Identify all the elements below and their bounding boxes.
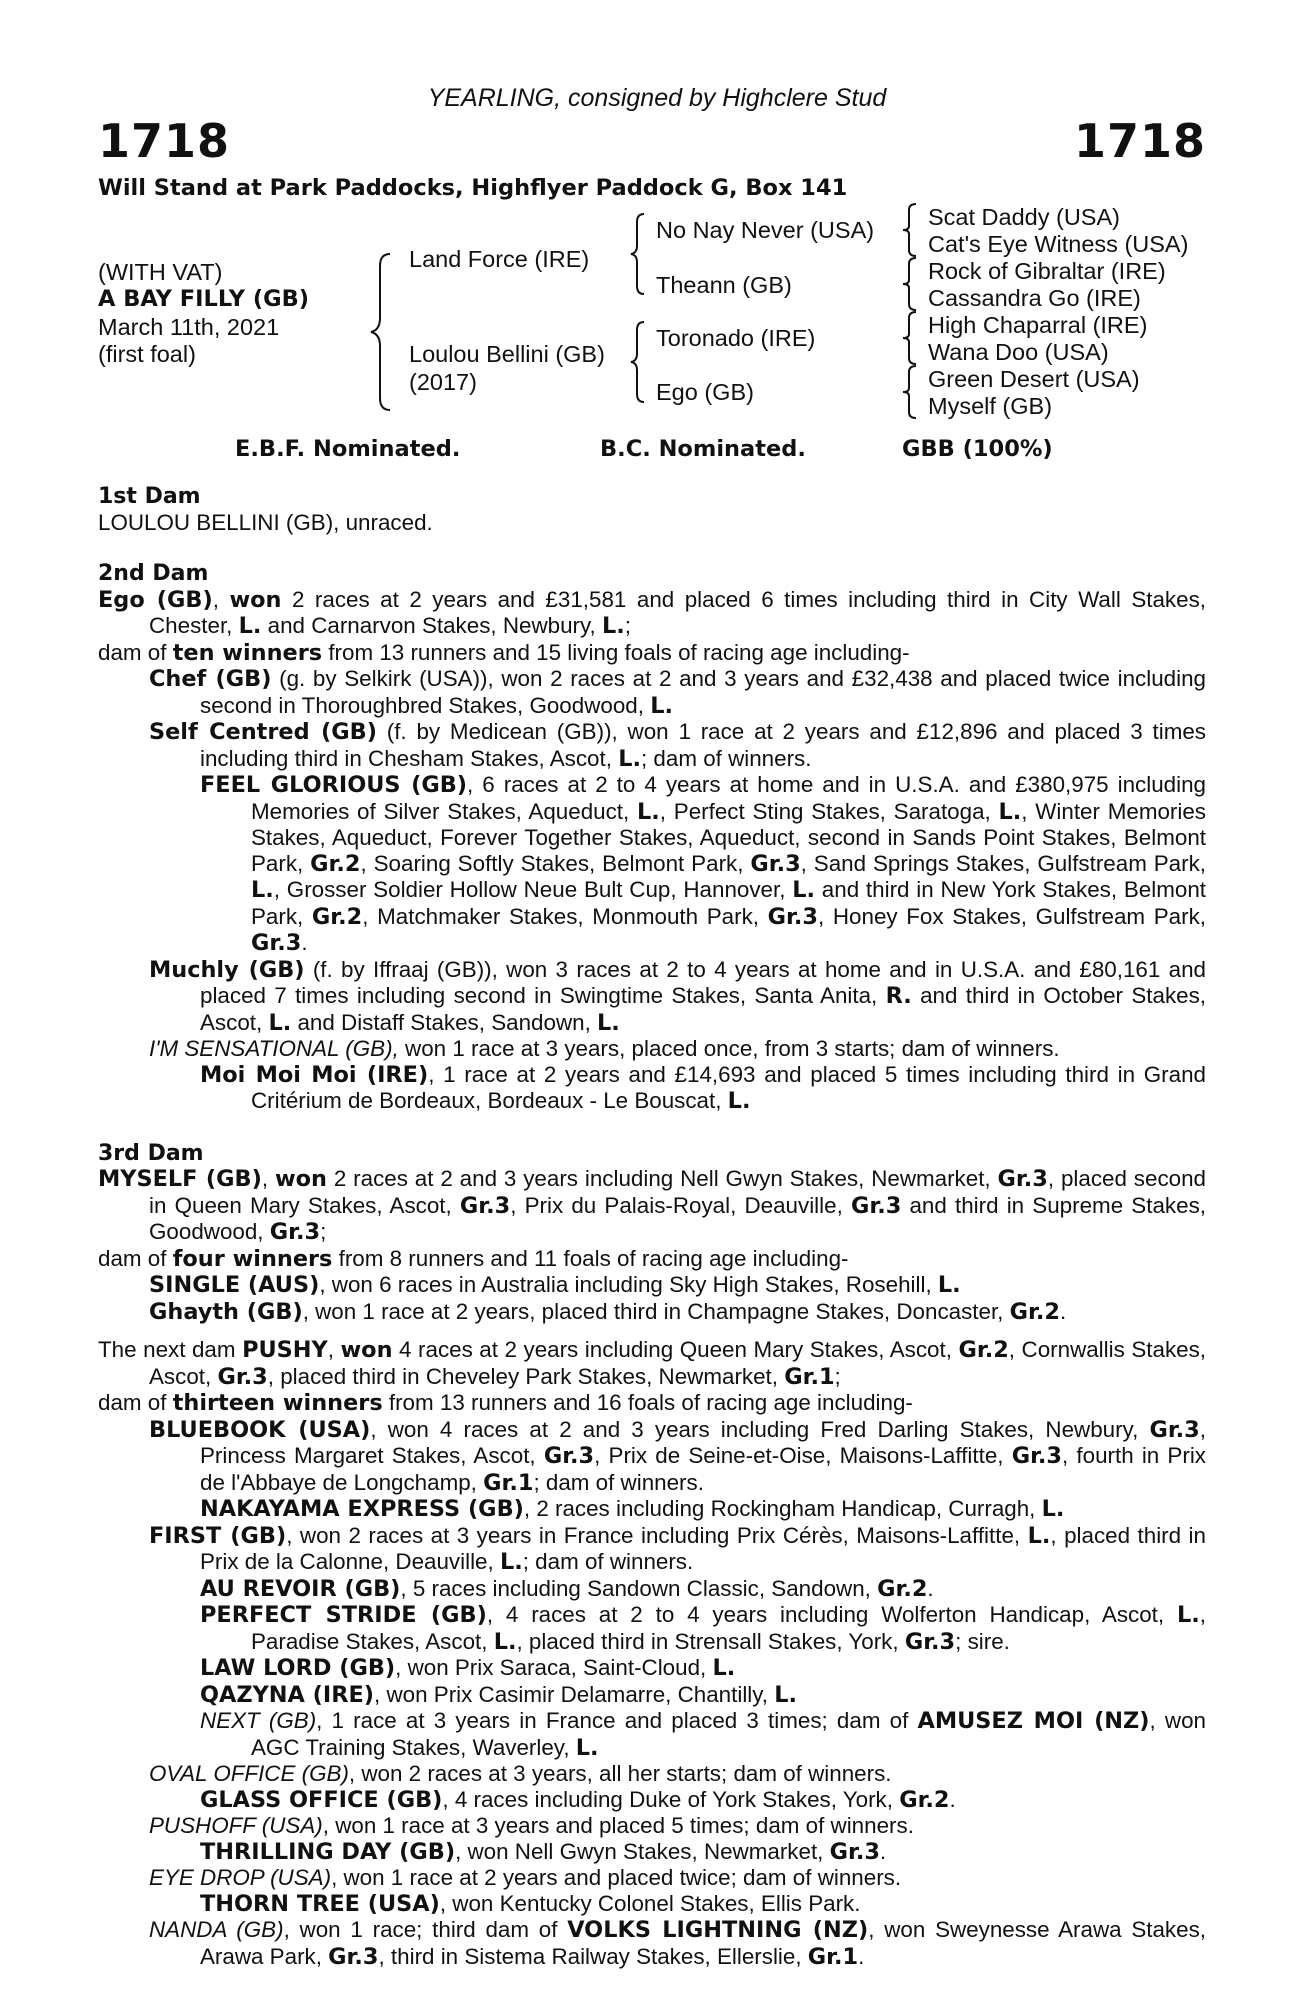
grandsire-2: Cat's Eye Witness (USA): [928, 231, 1189, 257]
grandsire-3: Rock of Gibraltar (IRE): [928, 258, 1166, 284]
produce-self-centred: Self Centred (GB) (f. by Medicean (GB)), won 1 race at 2 years and £12,896 and placed 3 times including third in Chesham Stakes, Ascot, L.; dam of winners.: [149, 719, 1207, 772]
produce-law-lord: LAW LORD (GB), won Prix Saraca, Saint-Cloud, L.: [200, 1655, 736, 1681]
produce-feel-glorious: FEEL GLORIOUS (GB), 6 races at 2 to 4 years at home and in U.S.A. and £380,975 including Memories of Silver Stakes, Aqueduct, L., Perfect Sting Stakes, Saratoga, L., Winter Memories Stakes, Aqueduct, Forever Together Stakes, Aqueduct, second in Sands Point Stakes, Belmont Park, Gr.2, Soaring Softly Stakes, Belmont Park, Gr.3, Sand Springs Stakes, Gulfstream Park, L., Grosser Soldier Hollow Neue Bult Cup, Hannover, L. and third in New York Stakes, Belmont Park, Gr.2, Matchmaker Stakes, Monmouth Park, Gr.3, Honey Fox Stakes, Gulfstream Park, Gr.3.: [200, 772, 1207, 956]
second-dam-record: Ego (GB), won 2 races at 2 years and £31,581 and placed 6 times including third in City Wall Stakes, Chester, L. and Carnarvon Stakes, Newbury, L.;: [98, 586, 1206, 639]
dam-name-ego: Ego (GB): [98, 586, 213, 613]
lot-number-left: 1718: [98, 114, 231, 168]
produce-muchly: Muchly (GB) (f. by Iffraaj (GB)), won 3 races at 2 to 4 years at home and in U.S.A. and £80,161 and placed 7 times including second in Swingtime Stakes, Santa Anita, R. and third in October Stakes, Ascot, L. and Distaff Stakes, Sandown, L.: [149, 956, 1207, 1036]
next-dam-record: The next dam PUSHY, won 4 races at 2 years including Queen Mary Stakes, Ascot, Gr.2, Cornwallis Stakes, Ascot, Gr.3, placed third in Cheveley Park Stakes, Newmarket, Gr.1;: [98, 1337, 1207, 1390]
vat-note: (WITH VAT): [98, 259, 223, 285]
pedigree-brace-g4: [900, 364, 920, 420]
foaling-date: March 11th, 2021: [98, 314, 280, 340]
produce-glass-office: GLASS OFFICE (GB), 4 races including Duke of York Stakes, York, Gr.2.: [200, 1786, 956, 1813]
produce-chef: Chef (GB) (g. by Selkirk (USA)), won 2 races at 2 and 3 years and £32,438 and placed twice including second in Thoroughbred Stakes, Goodwood, L.: [149, 666, 1206, 719]
produce-ghayth: Ghayth (GB), won 1 race at 2 years, placed third in Champagne Stakes, Doncaster, Gr.2.: [149, 1298, 1067, 1325]
produce-thrilling-day: THRILLING DAY (GB), won Nell Gwyn Stakes, Newmarket, Gr.3.: [200, 1838, 887, 1865]
stand-location: Will Stand at Park Paddocks, Highflyer Paddock G, Box 141: [98, 175, 848, 201]
sire-dam: Theann (GB): [656, 272, 792, 298]
grandsire-4: Cassandra Go (IRE): [928, 285, 1141, 311]
dam-name: Loulou Bellini (GB): [409, 341, 605, 367]
produce-next: NEXT (GB), 1 race at 3 years in France and placed 3 times; dam of AMUSEZ MOI (NZ), won AGC Training Stakes, Waverley, L.: [200, 1708, 1206, 1761]
produce-moi-moi-moi: Moi Moi Moi (IRE), 1 race at 2 years and £14,693 and placed 5 times including third in Grand Critérium de Bordeaux, Bordeaux - Le Bouscat, L.: [200, 1061, 1206, 1114]
produce-single: SINGLE (AUS), won 6 races in Australia including Sky High Stakes, Rosehill, L.: [149, 1272, 961, 1298]
grandsire-6: Wana Doo (USA): [928, 339, 1109, 365]
produce-oval-office: OVAL OFFICE (GB), won 2 races at 3 years, all her starts; dam of winners.: [149, 1761, 892, 1786]
produce-nakayama-express: NAKAYAMA EXPRESS (GB), 2 races including Rockingham Handicap, Curragh, L.: [200, 1496, 1065, 1522]
consignor-line: YEARLING, consigned by Highclere Stud: [427, 84, 887, 112]
sire-sire: No Nay Never (USA): [656, 217, 875, 243]
second-dam-heading: 2nd Dam: [98, 561, 209, 586]
pedigree-brace-g2: [900, 256, 920, 312]
pedigree-brace-dam: [628, 320, 648, 404]
next-dam-produce-summary: dam of thirteen winners from 13 runners and 16 foals of racing age including-: [98, 1390, 913, 1416]
produce-eye-drop: EYE DROP (USA), won 1 race at 2 years and placed twice; dam of winners.: [149, 1865, 902, 1890]
sire-name: Land Force (IRE): [409, 246, 590, 272]
grandsire-8: Myself (GB): [928, 393, 1053, 419]
second-dam-produce-summary: dam of ten winners from 13 runners and 15 living foals of racing age including-: [98, 639, 910, 666]
pedigree-brace-g3: [900, 310, 920, 366]
produce-first: FIRST (GB), won 2 races at 3 years in France including Prix Cérès, Maisons-Laffitte, L., placed third in Prix de la Calonne, Deauville, L.; dam of winners.: [149, 1522, 1206, 1575]
produce-pushoff: PUSHOFF (USA), won 1 race at 3 years and placed 5 times; dam of winners.: [149, 1813, 914, 1838]
third-dam-heading: 3rd Dam: [98, 1140, 204, 1166]
produce-thorn-tree: THORN TREE (USA), won Kentucky Colonel Stakes, Ellis Park.: [200, 1890, 861, 1917]
first-dam-text: LOULOU BELLINI (GB), unraced.: [98, 509, 433, 535]
grandsire-7: Green Desert (USA): [928, 366, 1140, 392]
third-dam-record: MYSELF (GB), won 2 races at 2 and 3 years including Nell Gwyn Stakes, Newmarket, Gr.3, placed second in Queen Mary Stakes, Ascot, Gr.3, Prix du Palais-Royal, Deauville, Gr.3 and third in Supreme Stakes, Goodwood, Gr.3;: [98, 1166, 1206, 1245]
produce-record: [98, 484, 1206, 1970]
pedigree-brace-g1: [900, 202, 920, 258]
produce-bluebook: BLUEBOOK (USA), won 4 races at 2 and 3 years including Fred Darling Stakes, Newbury, Gr.3, Princess Margaret Stakes, Ascot, Gr.3, Prix de Seine-et-Oise, Maisons-Laffitte, Gr.3, fourth in Prix de l'Abbaye de Longchamp, Gr.1; dam of winners.: [149, 1416, 1206, 1496]
first-foal-note: (first foal): [98, 341, 196, 367]
dam-year: (2017): [409, 369, 477, 395]
produce-au-revoir: AU REVOIR (GB), 5 races including Sandown Classic, Sandown, Gr.2.: [200, 1575, 934, 1602]
produce-perfect-stride: PERFECT STRIDE (GB), 4 races at 2 to 4 years including Wolferton Handicap, Ascot, L., Paradise Stakes, Ascot, L., placed third in Strensall Stakes, York, Gr.3; sire.: [200, 1602, 1206, 1655]
dam-dam: Ego (GB): [656, 379, 754, 405]
horse-name: A BAY FILLY (GB): [98, 286, 310, 312]
produce-im-sensational: I'M SENSATIONAL (GB), won 1 race at 3 years, placed once, from 3 starts; dam of winners.: [149, 1036, 1060, 1061]
grandsire-5: High Chaparral (IRE): [928, 312, 1148, 338]
bc-nomination: B.C. Nominated.: [600, 436, 806, 462]
produce-nanda: NANDA (GB), won 1 race; third dam of VOLKS LIGHTNING (NZ), won Sweynesse Arawa Stakes, Arawa Park, Gr.3, third in Sistema Railway Stakes, Ellerslie, Gr.1.: [149, 1917, 1207, 1970]
grandsire-1: Scat Daddy (USA): [928, 204, 1120, 230]
dam-sire: Toronado (IRE): [656, 325, 816, 351]
gbb-rating: GBB (100%): [902, 436, 1053, 462]
third-dam-produce-summary: dam of four winners from 8 runners and 11 foals of racing age including-: [98, 1245, 849, 1272]
won-label: won: [229, 586, 282, 613]
lot-number-right: 1718: [1073, 114, 1206, 168]
pedigree-brace-sire: [628, 212, 648, 296]
ebf-nomination: E.B.F. Nominated.: [235, 436, 461, 462]
produce-qazyna: QAZYNA (IRE), won Prix Casimir Delamarre, Chantilly, L.: [200, 1681, 798, 1708]
pedigree-brace-main: [368, 252, 396, 412]
first-dam-heading: 1st Dam: [98, 484, 201, 509]
